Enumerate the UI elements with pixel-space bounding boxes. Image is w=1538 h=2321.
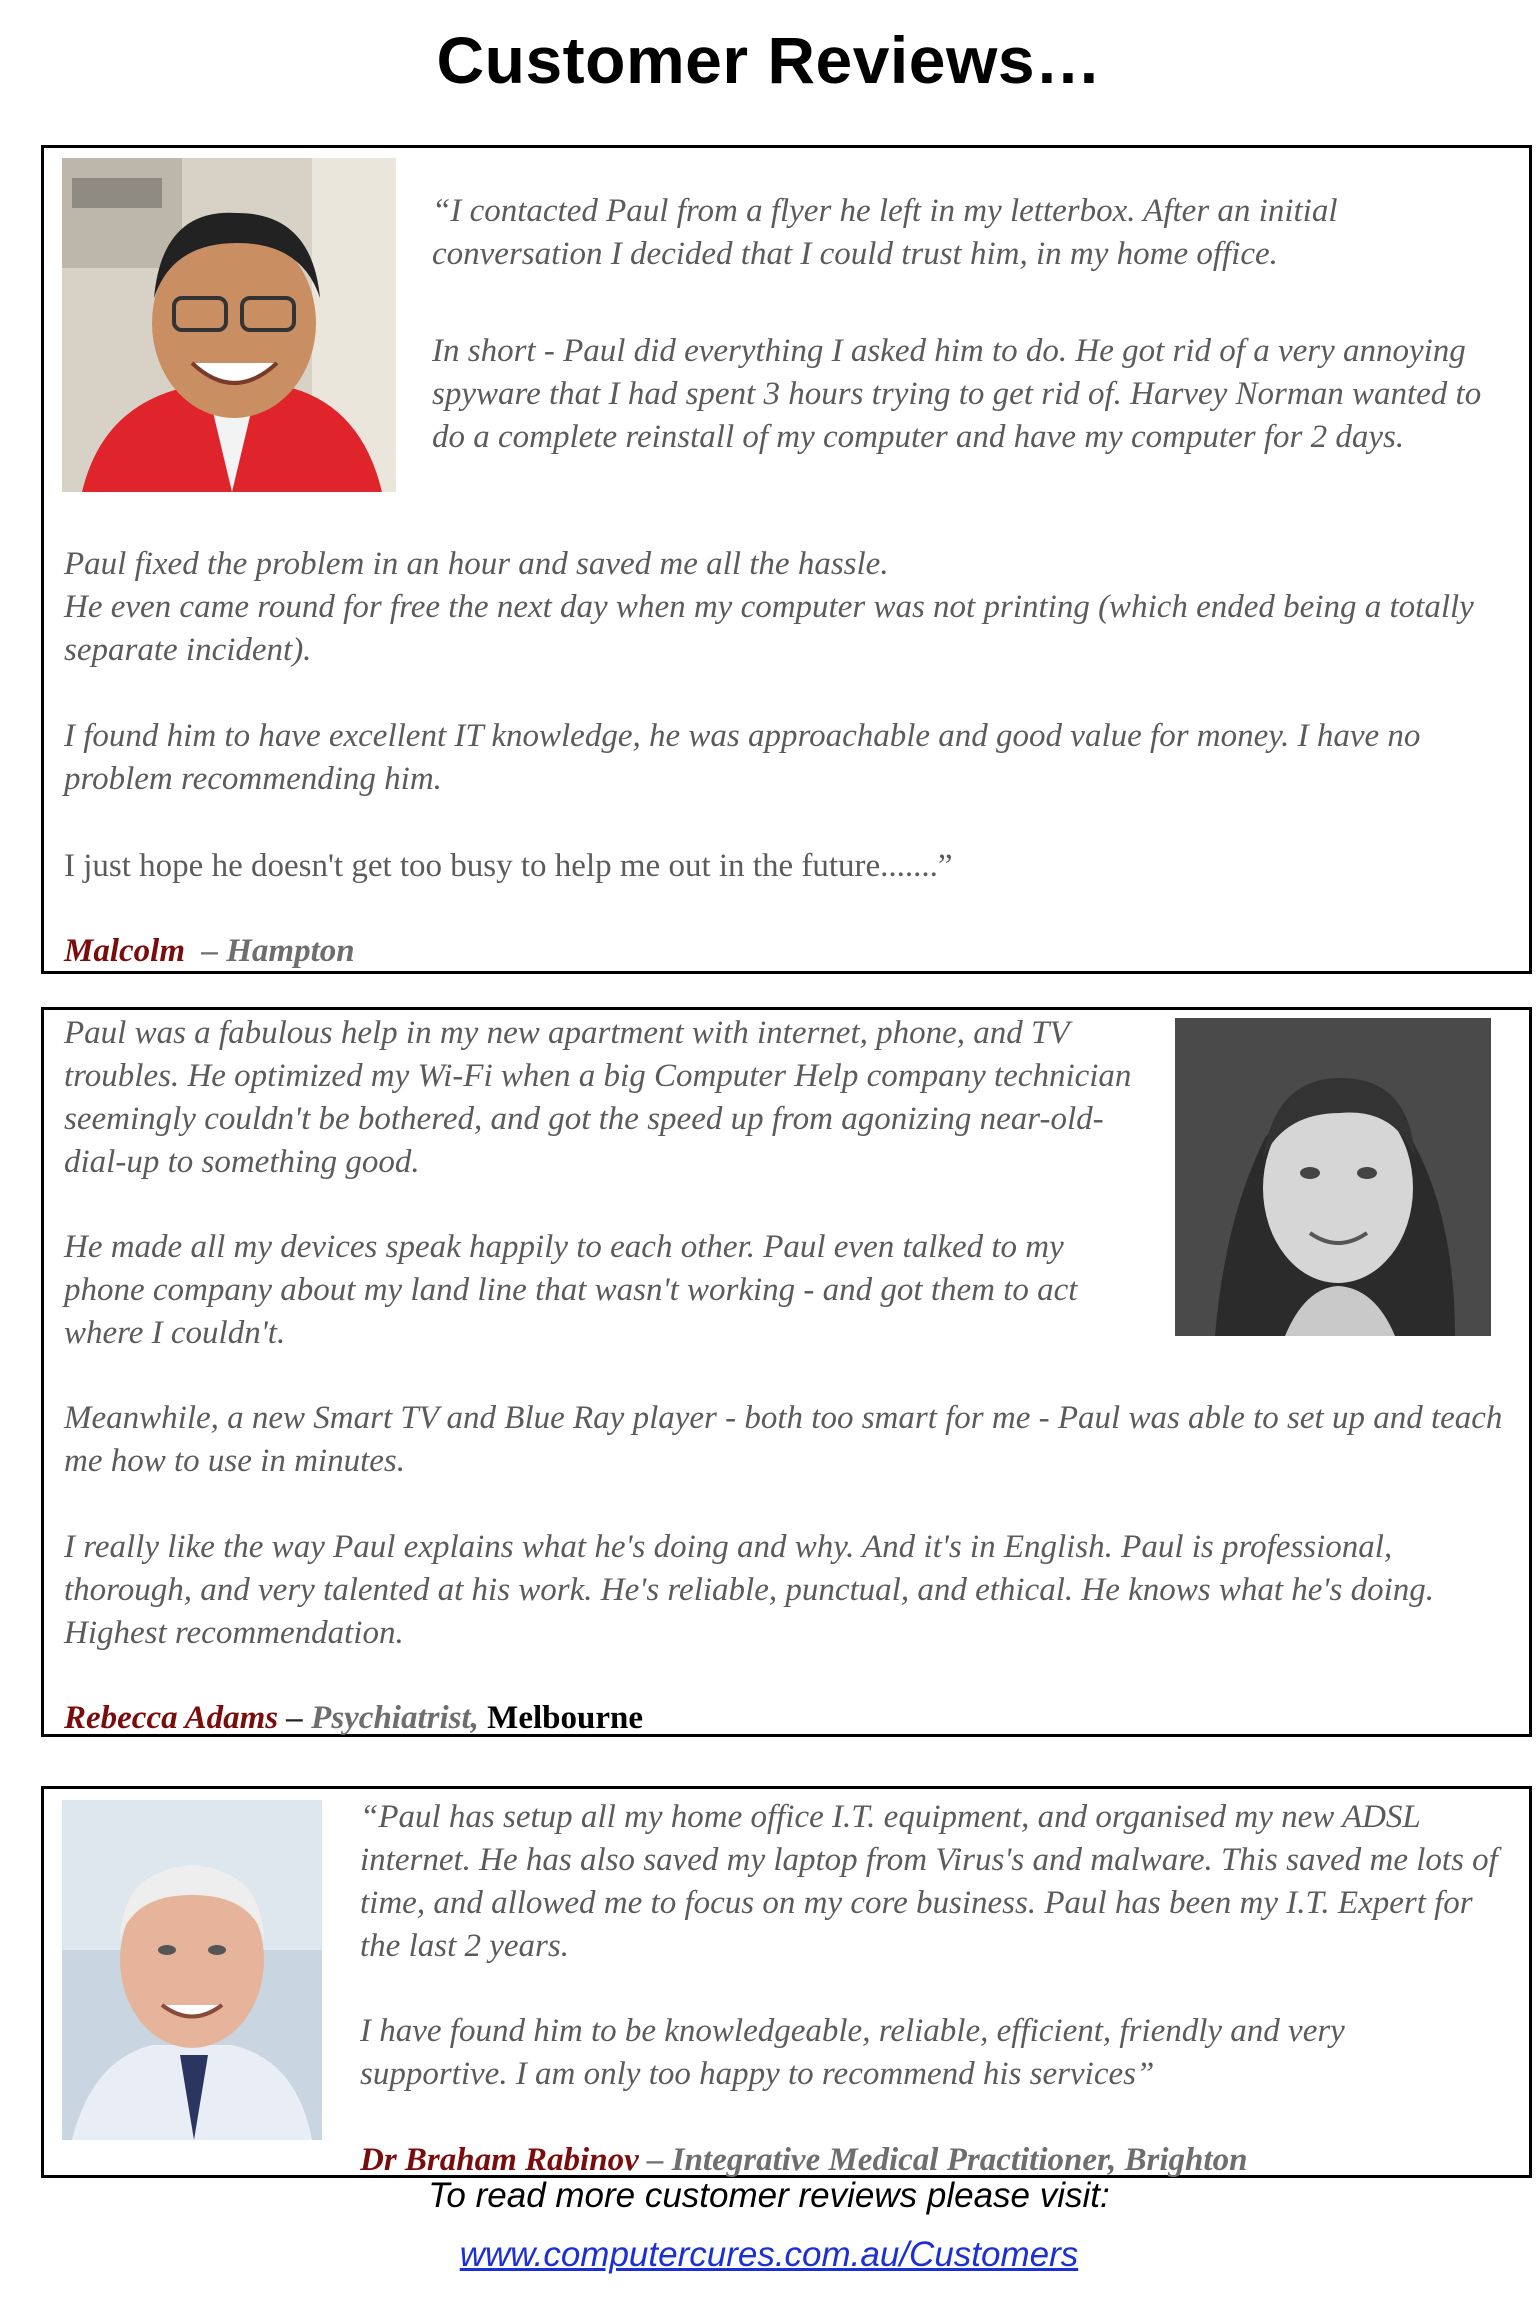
review-2-author bbox=[64, 1697, 643, 1740]
review-1-paragraph-3: Paul fixed the problem in an hour and saved me all the hassle. bbox=[64, 546, 889, 582]
author-title: Psychiatrist, bbox=[311, 1700, 479, 1736]
review-1-paragraph-4: He even came round for free the next day when my computer was not printing (which ended being a totally separate incident). bbox=[64, 589, 1474, 668]
review-2-paragraph-3: Meanwhile, a new Smart TV and Blue Ray player - both too smart for me - Paul was able to set up and teach me how to use in minutes. bbox=[64, 1400, 1503, 1479]
elderly-man-portrait-photo bbox=[62, 1800, 322, 2140]
review-1-paragraph-2: In short - Paul did everything I asked him to do. He got rid of a very annoying spyware that I had spent 3 hours trying to get rid of. Harvey Norman wanted to do a complete reinstall of my computer and have my computer for 2 days. bbox=[432, 333, 1482, 455]
author-title: – Integrative Medical Practitioner, Brighton bbox=[646, 2142, 1248, 2178]
author-name: Malcolm bbox=[64, 933, 185, 969]
review-1-paragraph-5: I found him to have excellent IT knowledge, he was approachable and good value for money. I have no problem recommending him. bbox=[64, 718, 1421, 797]
man-portrait-photo bbox=[62, 158, 396, 492]
review-1-paragraph-6: I just hope he doesn't get too busy to help me out in the future.......” bbox=[64, 848, 953, 884]
footer-prompt: To read more customer reviews please visit: bbox=[428, 2176, 1110, 2215]
author-dash: – bbox=[286, 1700, 303, 1736]
review-3-paragraph-1: “Paul has setup all my home office I.T. equipment, and organised my new ADSL internet. He has also saved my laptop from Virus's and malware. This saved me lots of time, and allowed me to focus on my core business. Paul has been my I.T. Expert for the last 2 years. bbox=[360, 1799, 1498, 1964]
review-3-paragraph-2: I have found him to be knowledgeable, reliable, efficient, friendly and very supportive. I am only too happy to recommend his services” bbox=[360, 2013, 1345, 2092]
review-1-author bbox=[64, 930, 355, 973]
author-name: Rebecca Adams bbox=[64, 1700, 279, 1736]
review-2-paragraph-4: I really like the way Paul explains what he's doing and why. And it's in English. Paul is professional, thorough, and very talented at his work. He's reliable, punctual, and ethical. He knows what he's doing. Highest recommendation. bbox=[64, 1529, 1434, 1651]
author-city: Melbourne bbox=[487, 1700, 643, 1736]
page-title: Customer Reviews… bbox=[436, 23, 1102, 97]
review-2-paragraph-2: He made all my devices speak happily to each other. Paul even talked to my phone company about my land line that wasn't working - and got them to act where I couldn't. bbox=[64, 1229, 1078, 1351]
review-2-paragraph-1: Paul was a fabulous help in my new apartment with internet, phone, and TV troubles. He optimized my Wi-Fi when a big Computer Help company technician seemingly couldn't be bothered, and got the speed up from agonizing near-old-dial-up to something good. bbox=[64, 1015, 1132, 1180]
review-1-paragraph-1: “I contacted Paul from a flyer he left in my letterbox. After an initial conversation I decided that I could trust him, in my home office. bbox=[432, 193, 1338, 272]
customers-link[interactable]: www.computercures.com.au/Customers bbox=[459, 2235, 1079, 2274]
author-name: Dr Braham Rabinov bbox=[360, 2142, 639, 2178]
author-location: – Hampton bbox=[201, 933, 355, 969]
woman-portrait-photo bbox=[1175, 1018, 1491, 1336]
